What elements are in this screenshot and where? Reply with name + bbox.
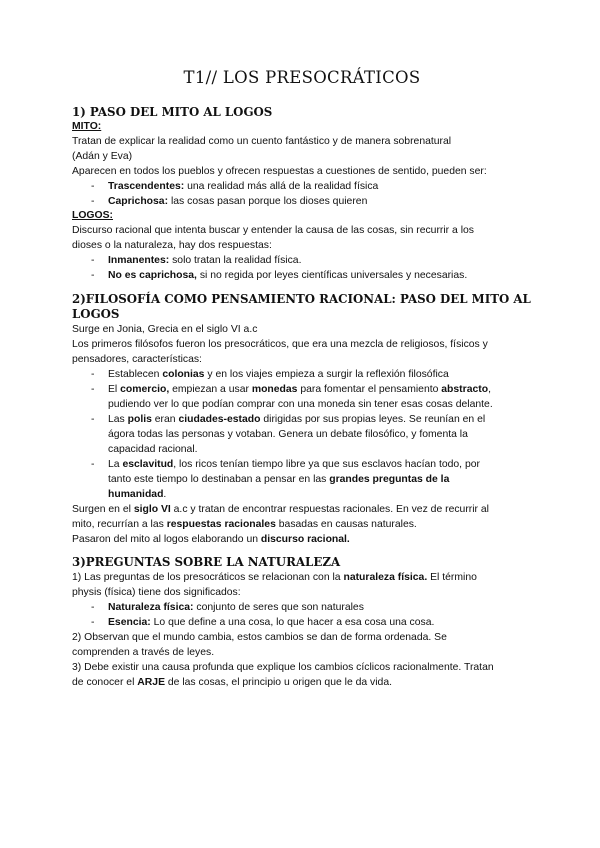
item-text: La <box>108 459 123 470</box>
section-2-heading-line-2: LOGOS <box>72 307 120 321</box>
section-1 <box>72 105 532 283</box>
mito-label: MITO: <box>72 121 102 132</box>
item-term: Inmanentes: <box>108 255 170 266</box>
section-3-paragraph-1 <box>72 570 532 600</box>
item-text: dirigidas por sus propias leyes. Se reunían en el <box>260 414 486 425</box>
item-text: pudiendo ver lo que podían comprar con una moneda sin tener esas cosas delante. <box>108 399 493 410</box>
text-run: El término <box>427 572 477 583</box>
item-term: No es caprichosa, <box>108 270 197 281</box>
list-item <box>91 179 532 194</box>
bold-run: respuestas racionales <box>166 519 276 530</box>
item-text: empiezan a usar <box>169 384 252 395</box>
item-term: Trascendentes: <box>108 181 185 192</box>
section-2-paragraph-2a: Los primeros filósofos fueron los presocráticos, que era una mezcla de religiosos, físicos y <box>72 339 488 350</box>
item-text: . <box>163 489 167 500</box>
item-text: solo tratan la realidad física. <box>169 255 302 266</box>
item-text: tanto este tiempo lo destinaban a pensar en las <box>108 474 330 485</box>
section-2-paragraph-3 <box>72 502 532 532</box>
logos-paragraph-1b: dioses o la naturaleza, hay dos respuestas: <box>72 240 272 251</box>
bold-run: discurso racional. <box>260 534 350 545</box>
section-2-paragraph-4 <box>72 532 532 547</box>
item-text: si no regida por leyes científicas universales y necesarias. <box>196 270 468 281</box>
item-term: polis <box>127 414 152 425</box>
item-term: humanidad <box>108 489 164 500</box>
section-3-paragraph-3 <box>72 660 532 690</box>
item-term: abstracto <box>441 384 489 395</box>
text-run: de conocer el <box>72 677 138 688</box>
item-term: comercio, <box>120 384 170 395</box>
item-text: capacidad racional. <box>108 444 198 455</box>
section-2 <box>72 292 532 547</box>
item-text: las cosas pasan porque los dioses quieren <box>168 196 368 207</box>
item-text: El <box>108 384 121 395</box>
list-item <box>91 615 532 630</box>
mito-paragraph-2: Aparecen en todos los pueblos y ofrecen respuestas a cuestiones de sentido, pueden ser: <box>72 166 487 177</box>
bold-run: naturaleza física. <box>343 572 428 583</box>
text-run: mito, recurrían a las <box>72 519 167 530</box>
item-text: Establecen <box>108 369 163 380</box>
section-3 <box>72 555 532 690</box>
item-term: Naturaleza física: <box>108 602 194 613</box>
list-item <box>91 253 532 268</box>
text-run: 1) Las preguntas de los presocráticos se relacionan con la <box>72 572 344 583</box>
item-term: ciudades-estado <box>178 414 261 425</box>
item-text: , <box>488 384 491 395</box>
list-item <box>91 382 532 412</box>
section-3-paragraph-2 <box>72 630 532 660</box>
page-title: T1// LOS PRESOCRÁTICOS <box>183 68 421 87</box>
item-text: Lo que define a una cosa, lo que hacer a esa cosa una cosa. <box>150 617 435 628</box>
item-text: y en los viajes empieza a surgir la reflexión filosófica <box>204 369 449 380</box>
document-page <box>72 68 532 690</box>
section-2-paragraph-1: Surge en Jonia, Grecia en el siglo VI a.c <box>72 324 258 335</box>
list-item <box>91 367 532 382</box>
section-2-paragraph-2b: pensadores, características: <box>72 354 202 365</box>
item-text: para fomentar el pensamiento <box>297 384 442 395</box>
text-run: Surgen en el <box>72 504 134 515</box>
logos-list <box>72 253 532 283</box>
logos-paragraph-1: Discurso racional que intenta buscar y entender la causa de las cosas, sin recurrir a los <box>72 225 474 236</box>
physis-list <box>72 600 532 630</box>
text-run: de las cosas, el principio u origen que le da vida. <box>165 677 393 688</box>
section-2-heading-line-1: 2)FILOSOFÍA COMO PENSAMIENTO RACIONAL: PASO DEL MITO AL <box>72 292 531 306</box>
item-term: grandes preguntas de la <box>329 474 450 485</box>
item-text: Las <box>108 414 128 425</box>
characteristics-list <box>72 367 532 502</box>
text-run: a.c y tratan de encontrar respuestas racionales. En vez de recurrir al <box>170 504 489 515</box>
item-term: colonias <box>162 369 205 380</box>
item-text: , los ricos tenían tiempo libre ya que sus esclavos hacían todo, por <box>173 459 480 470</box>
bold-run: ARJE <box>137 677 165 688</box>
mito-list <box>72 179 532 209</box>
list-item <box>91 457 532 502</box>
bold-run: siglo VI <box>133 504 171 515</box>
list-item <box>91 268 532 283</box>
text-run: 3) Debe existir una causa profunda que explique los cambios cíclicos racionalmente. Tratan <box>72 662 494 673</box>
text-run: physis (física) tiene dos significados: <box>72 587 241 598</box>
item-text: conjunto de seres que son naturales <box>193 602 364 613</box>
item-term: Esencia: <box>108 617 151 628</box>
item-term: monedas <box>251 384 298 395</box>
list-item <box>91 194 532 209</box>
section-3-heading: 3)PREGUNTAS SOBRE LA NATURALEZA <box>72 555 341 569</box>
list-item <box>91 412 532 457</box>
item-text: ágora todas las personas y votaban. Genera un debate filosófico, y fomenta la <box>108 429 468 440</box>
mito-paragraph-1b: (Adán y Eva) <box>72 151 133 162</box>
mito-paragraph-1: Tratan de explicar la realidad como un cuento fantástico y de manera sobrenatural <box>72 136 452 147</box>
item-term: esclavitud <box>122 459 174 470</box>
text-run: Pasaron del mito al logos elaborando un <box>72 534 261 545</box>
item-text: una realidad más allá de la realidad física <box>184 181 379 192</box>
logos-label: LOGOS: <box>72 210 113 221</box>
section-1-heading: 1) PASO DEL MITO AL LOGOS <box>72 105 273 119</box>
text-run: comprenden a través de leyes. <box>72 647 215 658</box>
list-item <box>91 600 532 615</box>
item-text: eran <box>151 414 179 425</box>
text-run: basadas en causas naturales. <box>275 519 417 530</box>
item-term: Caprichosa: <box>108 196 169 207</box>
text-run: 2) Observan que el mundo cambia, estos cambios se dan de forma ordenada. Se <box>72 632 447 643</box>
